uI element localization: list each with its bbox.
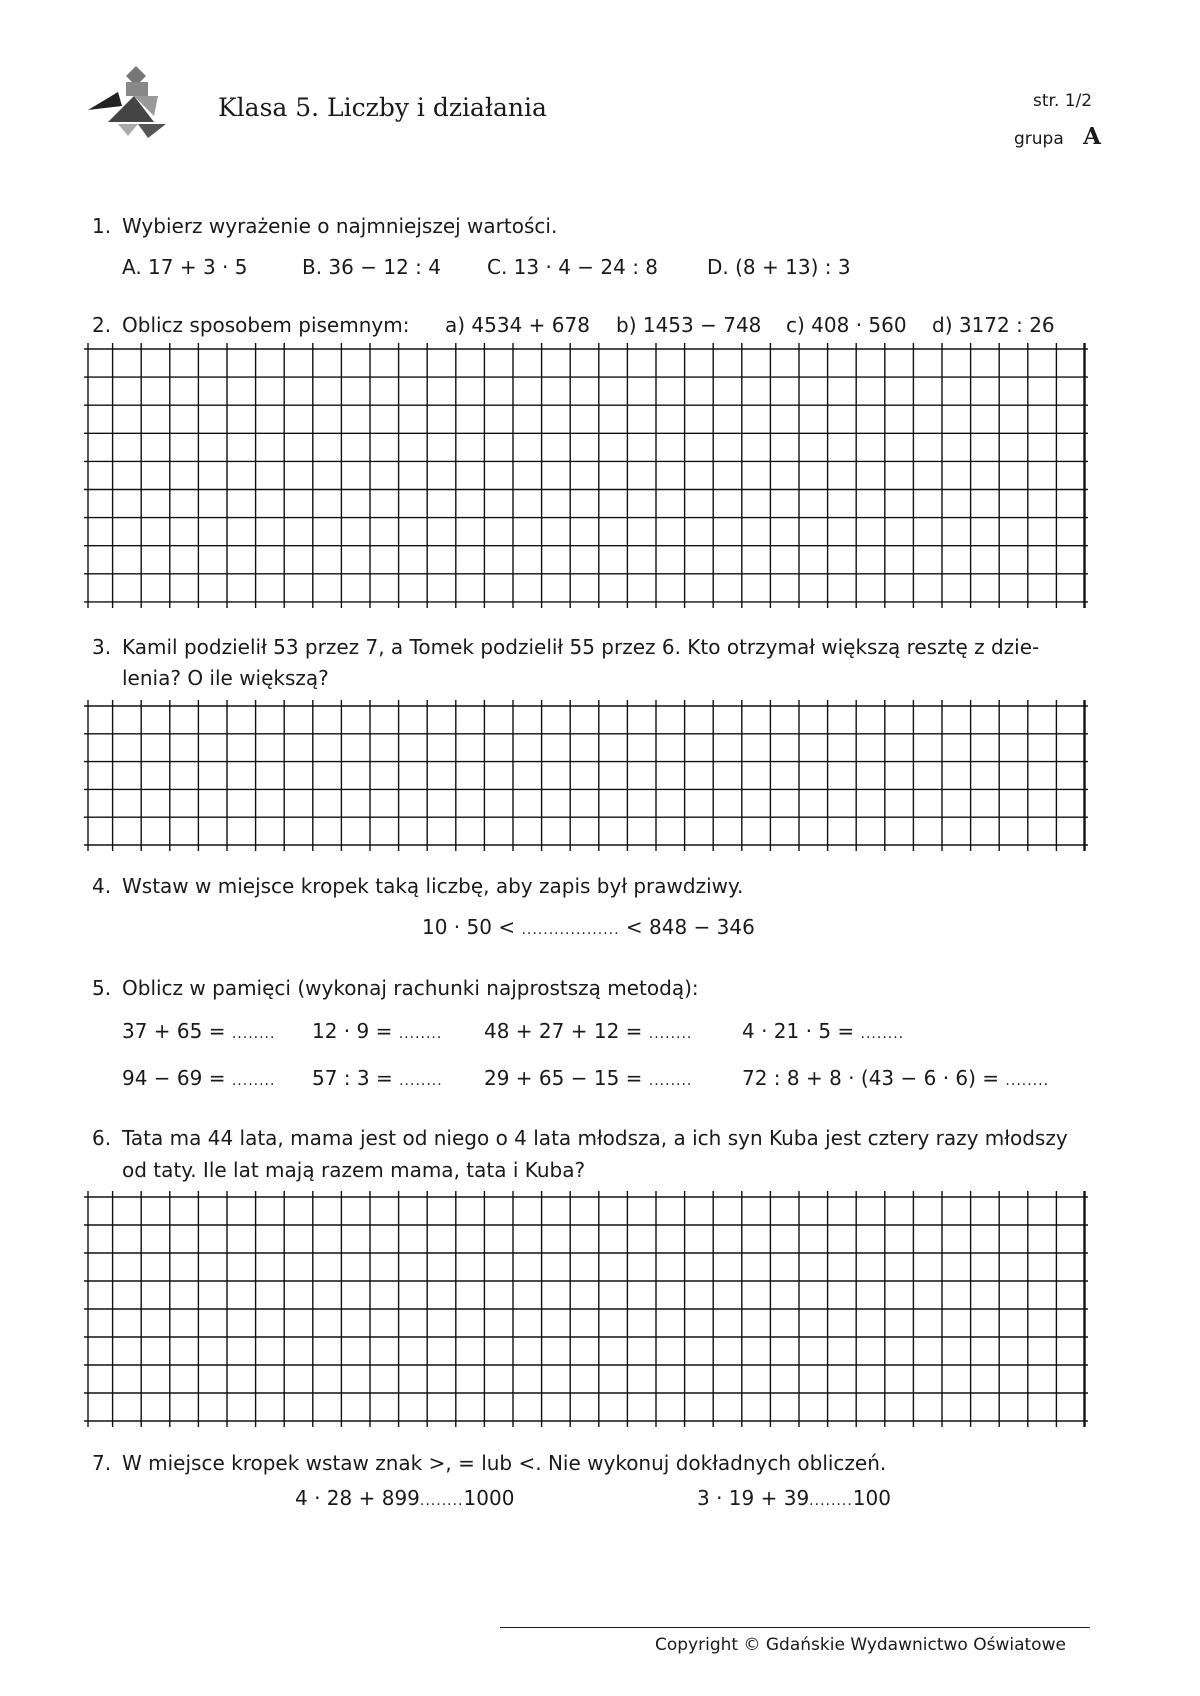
group-label-text: grupa	[1014, 129, 1064, 149]
task-7-item-2: 3 · 19 + 39........100	[697, 1486, 891, 1510]
task-7-text: W miejsce kropek wstaw znak >, = lub <. Nie wykonuj dokładnych obliczeń.	[122, 1451, 887, 1475]
task-4-left: 10 · 50 <	[422, 915, 516, 939]
footer-copyright: Copyright © Gdańskie Wydawnictwo Oświatowe	[655, 1635, 1066, 1655]
answer-blank[interactable]: ........	[398, 1026, 443, 1042]
answer-blank[interactable]: ........	[231, 1073, 276, 1089]
task-1-option-b: B. 36 − 12 : 4	[302, 255, 441, 279]
task-5-item: 12 · 9 = ........	[312, 1019, 443, 1043]
footer-divider	[500, 1627, 1090, 1628]
task-6-line-1: Tata ma 44 lata, mama jest od niego o 4 lata młodsza, a ich syn Kuba jest cztery razy młodszy	[122, 1126, 1068, 1150]
task-2-text: Oblicz sposobem pisemnym:	[122, 313, 410, 337]
answer-blank[interactable]: ........	[809, 1493, 853, 1509]
task-7-question	[92, 1451, 886, 1475]
task-2-number: 2.	[92, 313, 112, 337]
task-5-item: 57 : 3 = ........	[312, 1066, 443, 1090]
page-title: Klasa 5. Liczby i działania	[218, 93, 547, 122]
task-5-item: 4 · 21 · 5 = ........	[742, 1019, 905, 1043]
task-5-item: 48 + 27 + 12 = ........	[484, 1019, 693, 1043]
task-4-right: < 848 − 346	[625, 915, 755, 939]
task-4-text: Wstaw w miejsce kropek taką liczbę, aby zapis był prawdziwy.	[122, 874, 744, 898]
page-number: str. 1/2	[1033, 91, 1093, 111]
answer-blank[interactable]: ........	[860, 1026, 905, 1042]
answer-blank[interactable]: ........	[231, 1026, 276, 1042]
task-3-line-2: lenia? O ile większą?	[122, 666, 329, 690]
task-2-part-d: d) 3172 : 26	[932, 313, 1055, 337]
task-1-text: Wybierz wyrażenie o najmniejszej wartości.	[122, 214, 558, 238]
task-1-option-d: D. (8 + 13) : 3	[707, 255, 851, 279]
task-5-item: 29 + 65 − 15 = ........	[484, 1066, 693, 1090]
task-6-number: 6.	[92, 1126, 112, 1150]
task-5-item: 72 : 8 + 8 · (43 − 6 · 6) = ........	[742, 1066, 1050, 1090]
task-1-option-a: A. 17 + 3 · 5	[122, 255, 248, 279]
answer-blank[interactable]: ........	[399, 1073, 443, 1089]
task-4-number: 4.	[92, 874, 112, 898]
answer-blank[interactable]: ........	[419, 1493, 464, 1509]
task-5-item: 37 + 65 = ........	[122, 1019, 276, 1043]
task-1-number: 1.	[92, 214, 112, 238]
task-1-option-c: C. 13 · 4 − 24 : 8	[487, 255, 659, 279]
group-value: A	[1083, 123, 1102, 150]
task-7-number: 7.	[92, 1451, 112, 1475]
task-2-part-c: c) 408 · 560	[786, 313, 907, 337]
task-4-blank[interactable]: ..................	[521, 922, 620, 938]
task-7-item-1: 4 · 28 + 899........1000	[295, 1486, 515, 1510]
task-6-line-2: od taty. Ile lat mają razem mama, tata i Kuba?	[122, 1158, 586, 1182]
task-5-text: Oblicz w pamięci (wykonaj rachunki najprostszą metodą):	[122, 976, 699, 1000]
task-3-number: 3.	[92, 635, 112, 659]
answer-blank[interactable]: ........	[648, 1026, 693, 1042]
answer-blank[interactable]: ........	[648, 1073, 693, 1089]
task-3-line-1: Kamil podzielił 53 przez 7, a Tomek podzielił 55 przez 6. Kto otrzymał większą resztę z dzie-	[122, 635, 1040, 659]
task-2-part-a: a) 4534 + 678	[445, 313, 590, 337]
task-5-item: 94 − 69 = ........	[122, 1066, 276, 1090]
task-2-part-b: b) 1453 − 748	[616, 313, 762, 337]
answer-blank[interactable]: ........	[1005, 1073, 1050, 1089]
task-5-number: 5.	[92, 976, 112, 1000]
